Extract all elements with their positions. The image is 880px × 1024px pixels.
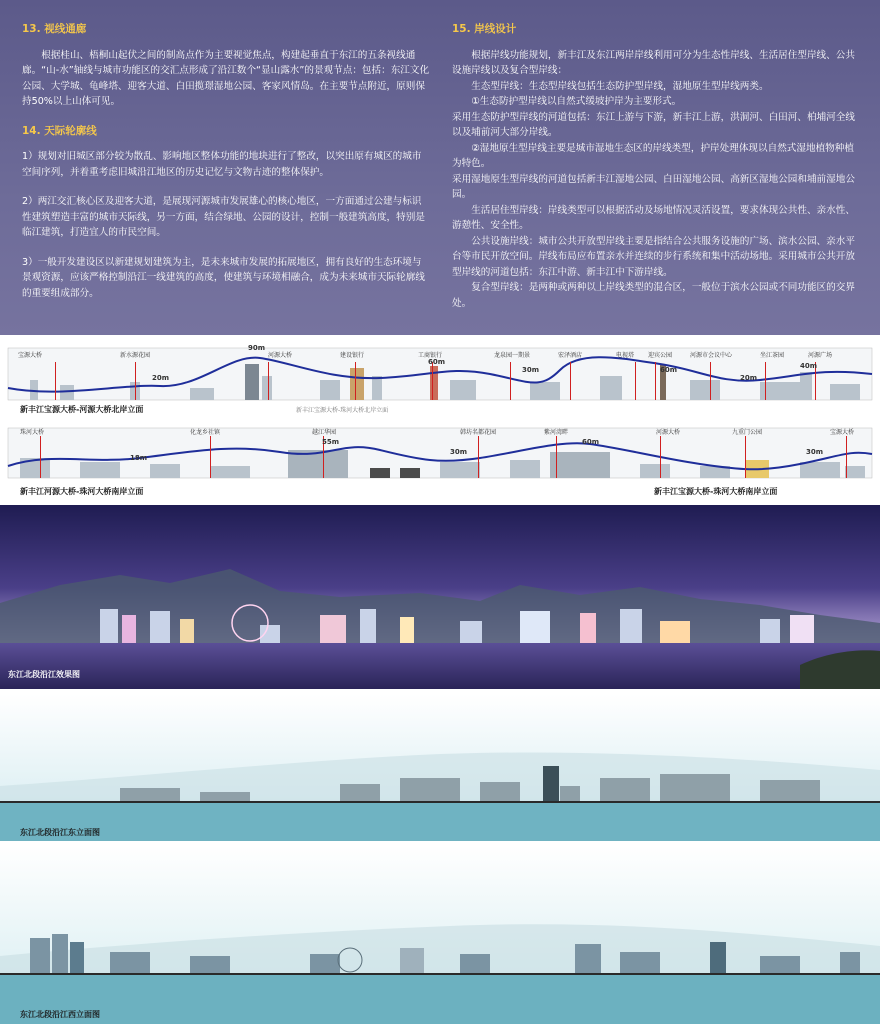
height-marker: 55m (322, 438, 340, 446)
section-14-item-1: 1）规划对旧城区部分较为散乱、影响地区整体功能的地块进行了整改，以突出原有城区的城市空间序列，并着重考虑旧城沿江地区的历史记忆与文物古迹的整体保护。 (22, 151, 422, 178)
height-marker: 30m (522, 366, 540, 374)
shoreline-line: 生态型岸线：生态型岸线包括生态防护型岸线，湿地原生型岸线两类。 (471, 80, 769, 92)
height-marker: 40m (800, 362, 818, 370)
skyline-elevation-diagrams (0, 340, 880, 500)
place-label: 新水源花园 (120, 352, 151, 359)
west-elevation-panel (0, 846, 880, 1024)
height-marker: 18m (130, 454, 148, 462)
place-label: 宝源大桥 (830, 429, 855, 436)
shoreline-line: 根据岸线功能规划，新丰江及东江两岸岸线利用可分为生态性岸线、生活居住型岸线、公共设施岸线以及复合型岸线： (452, 49, 855, 76)
height-marker: 30m (450, 448, 468, 456)
shoreline-line: 生活居住型岸线：岸线类型可以根据活动及场地情况灵活设置，要求体现公共性、亲水性、游憩性、安全性。 (452, 204, 855, 231)
height-marker: 60m (582, 438, 600, 446)
height-marker: 60m (660, 366, 678, 374)
render-caption: 东江北段沿江东立面图 (20, 828, 100, 837)
section-14-heading: 14. 天际轮廓线 (22, 124, 97, 137)
place-label: 河源大桥 (268, 352, 293, 359)
shoreline-line: 公共设施岸线：城市公共开放型岸线主要是指结合公共服务设施的广场、滨水公园、亲水平台等市民开放空间。岸线布局应布置亲水并连续的步行系统和集中活动场地。采用城市公共开放型岸线的河道包括：东江中游、新丰江中下游岸线。 (452, 235, 855, 278)
section-13-text: 根据桂山、梧桐山起伏之间的制高点作为主要视觉焦点，构建起垂直于东江的五条视线通廊。“山-水”轴线与城市功能区的交汇点形成了沿江数个“显山露水”的景观节点：包括：东江文化公园、大学城、龟峰塔、迎客大道、白田揽璟湿地公园、客家风情岛。在主要节点附近，原则保持50%以上山体可见。 (22, 49, 430, 107)
render-caption: 东江北段沿江效果图 (8, 670, 80, 679)
night-render-panel (0, 505, 880, 689)
place-label: 电视塔 (616, 352, 635, 359)
shoreline-line: 采用生态防护型岸线的河道包括：东江上游与下游，新丰江上游，洪洞河、白田河、柏埔河全线以及埔前河大部分岸线。 (452, 111, 855, 138)
place-label: 迎宾公园 (648, 352, 673, 359)
left-column (22, 20, 430, 309)
place-label: 河源市会议中心 (690, 352, 733, 359)
east-elevation-image (0, 694, 880, 841)
east-elevation-panel (0, 694, 880, 841)
place-label: 化龙乡社镇 (190, 429, 221, 436)
place-label: 坐江茶园 (760, 352, 785, 359)
place-label: 河源广场 (808, 352, 833, 359)
elevation-caption: 新丰江宝源大桥-珠河大桥南岸立面 (654, 487, 778, 496)
right-column (452, 20, 862, 311)
text-panel (0, 0, 880, 335)
height-marker: 90m (248, 344, 266, 352)
place-label: 宏泽酒店 (558, 352, 583, 359)
west-elevation-image (0, 846, 880, 1024)
render-caption: 东江北段沿江西立面图 (20, 1010, 100, 1019)
place-label: 河源大桥 (656, 429, 681, 436)
place-label: 韩坊名都花园 (460, 429, 497, 436)
place-label: 紫河湾畔 (544, 429, 569, 436)
section-14-item-3: 3）一般开发建设区以新建规划建筑为主，是未来城市发展的拓展地区，拥有良好的生态环境与景观资源，应该严格控制沿江一线建筑的高度，使建筑与环境相融合，成为未来城市天际轮廓线的重要组成部分。 (22, 256, 425, 299)
place-label: 龙泉园一期景 (494, 352, 531, 359)
place-label: 九重门公园 (732, 429, 763, 436)
shoreline-line: ②湿地原生型岸线主要是城市湿地生态区的岸线类型，护岸处理体现以自然式湿地植物种植为特色。 (452, 142, 854, 169)
place-label: 工商银行 (418, 352, 443, 359)
shoreline-line: 复合型岸线：是两种或两种以上岸线类型的混合区，一般位于滨水公园或不同功能区的交界处。 (452, 282, 855, 309)
section-14-item-2: 2）两江交汇核心区及迎客大道，是展现河源城市发展雄心的核心地区，一方面通过公建与标识性建筑塑造丰富的城市天际线，另一方面，结合绿地、公园的设计，控制一般建筑高度，特别是临江建筑，打造宜人的市民空间。 (22, 196, 425, 238)
section-13-heading: 13. 视线通廊 (22, 23, 87, 35)
elevation-caption: 新丰江河源大桥-珠河大桥南岸立面 (20, 487, 144, 496)
height-marker: 60m (428, 358, 446, 366)
place-label: 宝源大桥 (18, 352, 43, 359)
height-marker: 20m (740, 374, 758, 382)
place-label: 珠河大桥 (20, 429, 45, 436)
night-render-image (0, 505, 880, 689)
elevation-subcaption: 新丰江宝源大桥-珠河大桥北岸立面 (296, 407, 389, 414)
shoreline-line: 采用湿地原生型岸线的河道包括新丰江湿地公园、白田湿地公园、高新区湿地公园和埔前湿地公园。 (452, 173, 855, 200)
height-marker: 20m (152, 374, 170, 382)
section-15-heading: 15. 岸线设计 (452, 23, 517, 35)
shoreline-line: ①生态防护型岸线以自然式缓坡护岸为主要形式。 (471, 96, 682, 107)
place-label: 越江华园 (312, 429, 337, 436)
height-marker: 30m (806, 448, 824, 456)
elevation-caption: 新丰江宝源大桥-河源大桥北岸立面 (20, 405, 144, 414)
place-label: 建设银行 (340, 352, 365, 359)
